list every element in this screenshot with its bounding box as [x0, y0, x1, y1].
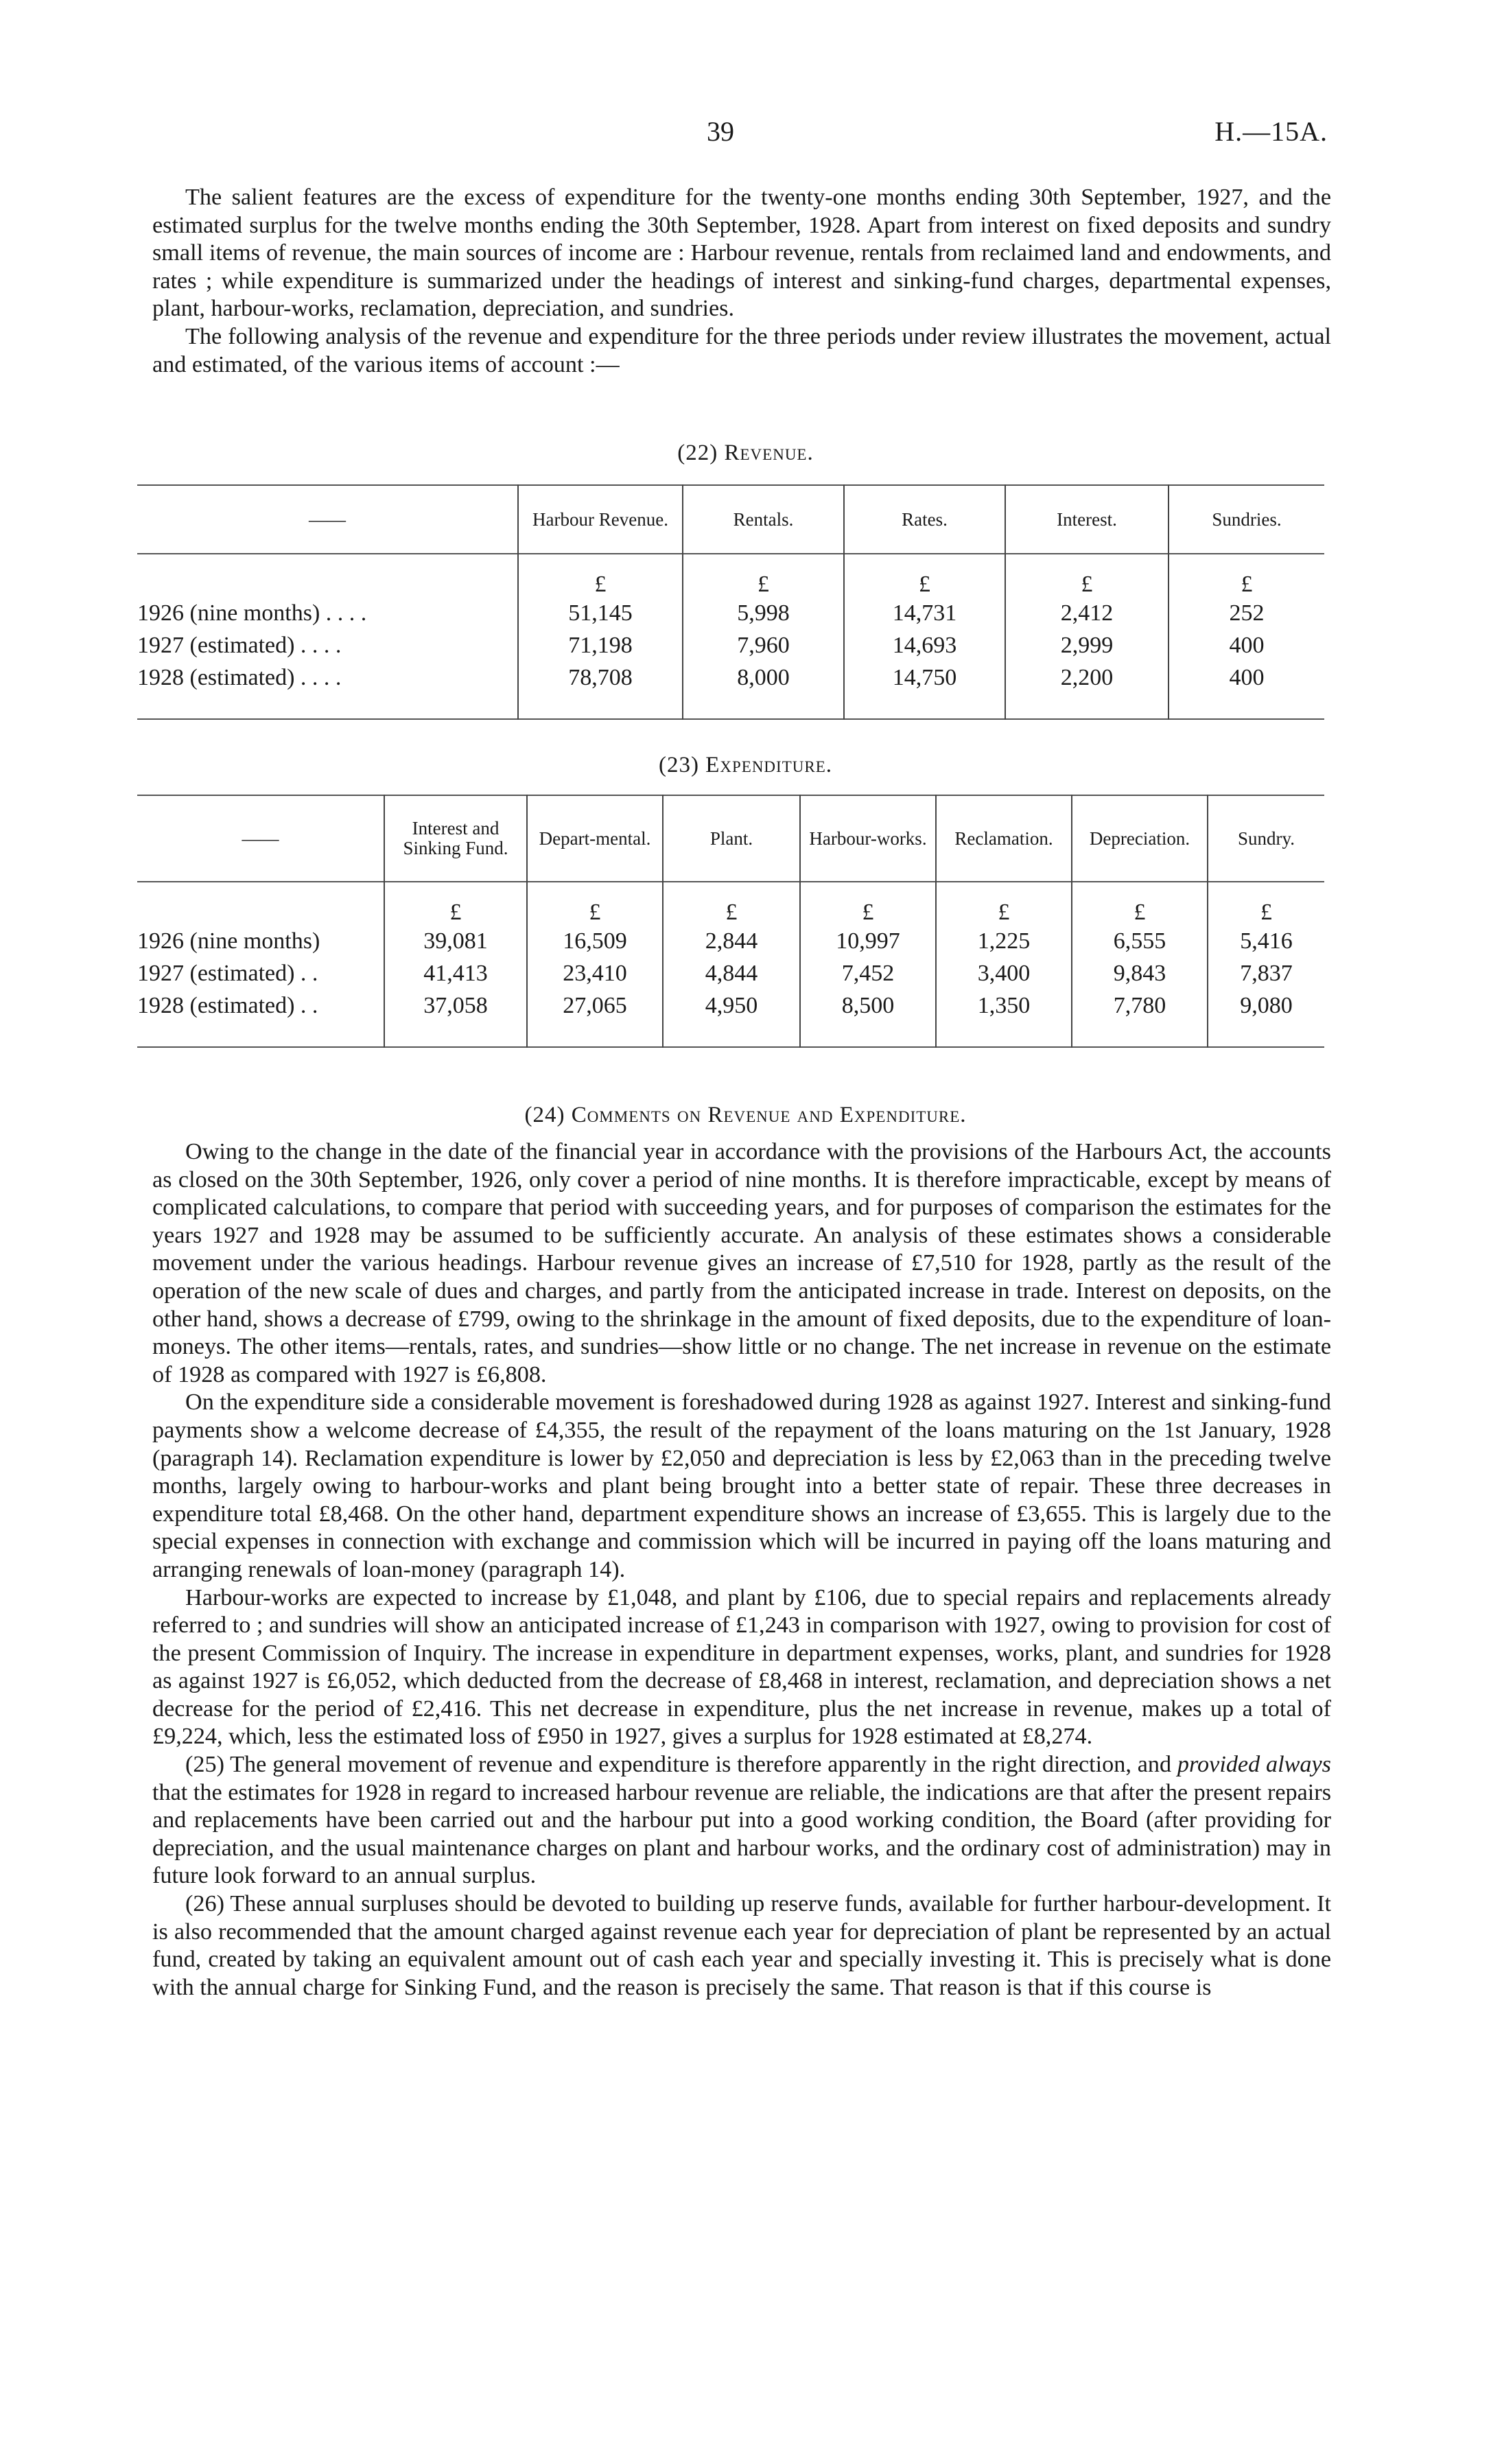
document-reference: H.—15A.	[1214, 116, 1328, 147]
table-cell: 2,412	[1005, 597, 1169, 629]
row-label: 1927 (estimated) . .	[137, 961, 318, 986]
unit-cell: £	[844, 554, 1005, 597]
table-cell: 8,000	[683, 661, 844, 694]
expenditure-title-number: (23)	[658, 753, 699, 777]
unit-cell: £	[663, 882, 800, 925]
expenditure-title-text: Expenditure.	[705, 753, 833, 777]
comments-paragraph-25	[152, 1751, 1331, 1890]
comments-paragraph-1: Owing to the change in the date of the financial year in accordance with the provisions of the Harbours Act, the accounts as closed on the 30th September, 1926, only cover a period of nine months. It is therefore impracticable, except by means of complicated calculations, to compare that period with succeeding years, and for purposes of comparison the estimates for the years 1927 and 1928 may be assumed to be sufficiently accurate. An analysis of these estimates shows a considerable movement under the various headings. Harbour revenue gives an increase of £7,510 for 1928, partly as the result of the operation of the new scale of dues and charges, and partly from the anticipated increase in trade. Interest on deposits, on the other hand, shows a decrease of £799, owing to the shrinkage in the amount of fixed deposits, due to the expenditure of loan-moneys. The other items—rentals, rates, and sundries—show little or no change. The net increase in revenue on the estimate of 1928 as compared with 1927 is £6,808.	[152, 1139, 1331, 1387]
table-cell: 2,844	[663, 925, 800, 957]
revenue-header-blank: ——	[309, 508, 346, 530]
unit-cell: £	[800, 882, 936, 925]
expenditure-header-interest-sinking-fund: Interest and Sinking Fund.	[384, 795, 527, 882]
comments-heading	[0, 1103, 1491, 1128]
expenditure-header-departmental: Depart-mental.	[527, 795, 663, 882]
unit-cell: £	[936, 882, 1072, 925]
revenue-pad-row	[137, 694, 1324, 719]
expenditure-pad-row	[137, 1022, 1324, 1047]
table-cell: 14,750	[844, 661, 1005, 694]
expenditure-table-title	[0, 753, 1491, 778]
intro-paragraph-1: The salient features are the excess of expenditure for the twenty-one months ending 30th September, 1927, and the estimated surplus for the twelve months ending the 30th September, 1928. Apart from interest on fixed deposits and sundry small items of revenue, the main sources of income are : Harbour revenue, rentals from reclaimed land and endowments, and rates ; while expenditure is summarized under the headings of interest and sinking-fund charges, departmental expenses, plant, harbour-works, reclamation, depreciation, and sundries.	[152, 185, 1331, 322]
unit-cell: £	[384, 882, 527, 925]
table-cell: 400	[1169, 661, 1324, 694]
paragraph-25-start: (25) The general movement of revenue and expenditure is therefore apparently in the right direction, and	[185, 1752, 1177, 1778]
page-number: 39	[707, 116, 734, 147]
comments-paragraph-3: Harbour-works are expected to increase by £1,048, and plant by £106, due to special repairs and replacements already referred to ; and sundries will show an anticipated increase of £1,243 in comparison with 1927, owing to provision for cost of the present Commission of Inquiry. The increase in expenditure in department expenses, works, plant, and sundries for 1928 as against 1927 is £6,052, which deducted from the decrease of £8,468 in interest, reclamation, and depreciation shows a net decrease for the period of £2,416. This net decrease in expenditure, plus the net increase in revenue, makes up a total of £9,224, which, less the estimated loss of £950 in 1927, gives a surplus for 1928 estimated at £8,274.	[152, 1584, 1331, 1750]
expenditure-header-plant: Plant.	[663, 795, 800, 882]
revenue-header-harbour-revenue: Harbour Revenue.	[518, 485, 683, 554]
table-cell: 39,081	[384, 925, 527, 957]
row-label: 1926 (nine months) . . . .	[137, 600, 367, 626]
revenue-header-sundries: Sundries.	[1169, 485, 1324, 554]
table-cell: 9,843	[1072, 957, 1208, 989]
table-cell: 27,065	[527, 989, 663, 1022]
comments-paragraph-2: On the expenditure side a considerable movement is foreshadowed during 1928 as against 1927. Interest and sinking-fund payments show a welcome decrease of £4,355, the result of the repayment of the loans maturing on the 1st January, 1928 (paragraph 14). Reclamation expenditure is lower by £2,050 and depreciation is less by £2,063 than in the preceding twelve months, largely owing to harbour-works and plant being brought into a better state of repair. These three decreases in expenditure total £8,468. On the other hand, department expenditure shows an increase of £3,655. This is largely due to the special expenses in connection with exchange and commission which will be incurred in paying off the loans maturing and arranging renewals of loan-money (paragraph 14).	[152, 1389, 1332, 1582]
row-label: 1927 (estimated) . . . .	[137, 633, 342, 658]
row-label: 1928 (estimated) . . . .	[137, 665, 342, 690]
expenditure-row-1928	[137, 989, 1324, 1022]
comments-heading-number: (24)	[524, 1103, 565, 1127]
comments-heading-text: Comments on Revenue and Expenditure.	[571, 1103, 967, 1127]
row-label: 1926 (nine months)	[137, 928, 320, 954]
comments-paragraph-26: (26) These annual surpluses should be devoted to building up reserve funds, available for further harbour-development. It is also recommended that the amount charged against revenue each year for depreciation of plant be represented by an actual fund, created by taking an equivalent amount out of cash each year and specially investing it. This is precisely what is done with the annual charge for Sinking Fund, and the reason is precisely the same. That reason is that if this course is	[152, 1891, 1331, 2000]
table-cell: 400	[1169, 629, 1324, 661]
comments-section	[152, 1138, 1331, 2002]
table-cell: 5,998	[683, 597, 844, 629]
revenue-header-rates: Rates.	[844, 485, 1005, 554]
table-cell: 6,555	[1072, 925, 1208, 957]
table-cell: 5,416	[1208, 925, 1324, 957]
revenue-unit-row	[137, 554, 1324, 597]
table-cell: 9,080	[1208, 989, 1324, 1022]
revenue-table	[137, 484, 1324, 720]
page-header	[0, 115, 1491, 156]
expenditure-row-1926	[137, 925, 1324, 957]
table-cell: 1,225	[936, 925, 1072, 957]
table-cell: 2,999	[1005, 629, 1169, 661]
table-cell: 23,410	[527, 957, 663, 989]
table-cell: 10,997	[800, 925, 936, 957]
table-cell: 16,509	[527, 925, 663, 957]
unit-cell: £	[527, 882, 663, 925]
revenue-row-1926	[137, 597, 1324, 629]
unit-cell: £	[683, 554, 844, 597]
expenditure-header-sundry: Sundry.	[1208, 795, 1324, 882]
table-cell: 71,198	[518, 629, 683, 661]
unit-cell: £	[1072, 882, 1208, 925]
expenditure-header-blank: ——	[242, 828, 279, 849]
paragraph-25-italic: provided always	[1177, 1752, 1331, 1778]
revenue-header-row	[137, 485, 1324, 554]
table-cell: 7,780	[1072, 989, 1208, 1022]
table-cell: 252	[1169, 597, 1324, 629]
unit-cell	[137, 554, 518, 597]
unit-cell: £	[1169, 554, 1324, 597]
expenditure-header-depreciation: Depreciation.	[1072, 795, 1208, 882]
table-cell: 51,145	[518, 597, 683, 629]
unit-cell	[137, 882, 384, 925]
unit-cell: £	[518, 554, 683, 597]
table-cell: 8,500	[800, 989, 936, 1022]
table-cell: 78,708	[518, 661, 683, 694]
table-cell: 37,058	[384, 989, 527, 1022]
table-cell: 1,350	[936, 989, 1072, 1022]
unit-cell: £	[1005, 554, 1169, 597]
intro-section	[152, 184, 1331, 379]
row-label: 1928 (estimated) . .	[137, 993, 318, 1018]
revenue-table-title	[0, 441, 1491, 466]
paragraph-25-end: that the estimates for 1928 in regard to increased harbour revenue are reliable, the indications are that after the present repairs and replacements have been carried out and the harbour put into a good working condition, the Board (after providing for depreciation, and the usual maintenance charges on plant and harbour works, and the ordinary cost of administration) may in future look forward to an annual surplus.	[152, 1779, 1331, 1889]
table-cell: 3,400	[936, 957, 1072, 989]
table-cell: 7,960	[683, 629, 844, 661]
expenditure-unit-row	[137, 882, 1324, 925]
expenditure-row-1927	[137, 957, 1324, 989]
table-cell: 14,693	[844, 629, 1005, 661]
table-cell: 41,413	[384, 957, 527, 989]
table-cell: 4,950	[663, 989, 800, 1022]
unit-cell: £	[1208, 882, 1324, 925]
expenditure-header-reclamation: Reclamation.	[936, 795, 1072, 882]
expenditure-header-row	[137, 795, 1324, 882]
intro-paragraph-2: The following analysis of the revenue and expenditure for the three periods under review illustrates the movement, actual and estimated, of the various items of account :—	[152, 323, 1331, 377]
table-cell: 7,452	[800, 957, 936, 989]
expenditure-header-harbour-works: Harbour-works.	[800, 795, 936, 882]
table-cell: 2,200	[1005, 661, 1169, 694]
revenue-header-rentals: Rentals.	[683, 485, 844, 554]
revenue-header-interest: Interest.	[1005, 485, 1169, 554]
revenue-title-text: Revenue.	[724, 441, 814, 465]
revenue-row-1928	[137, 661, 1324, 694]
table-cell: 4,844	[663, 957, 800, 989]
table-cell: 7,837	[1208, 957, 1324, 989]
expenditure-table	[137, 795, 1324, 1048]
revenue-title-number: (22)	[677, 441, 718, 465]
table-cell: 14,731	[844, 597, 1005, 629]
revenue-row-1927	[137, 629, 1324, 661]
